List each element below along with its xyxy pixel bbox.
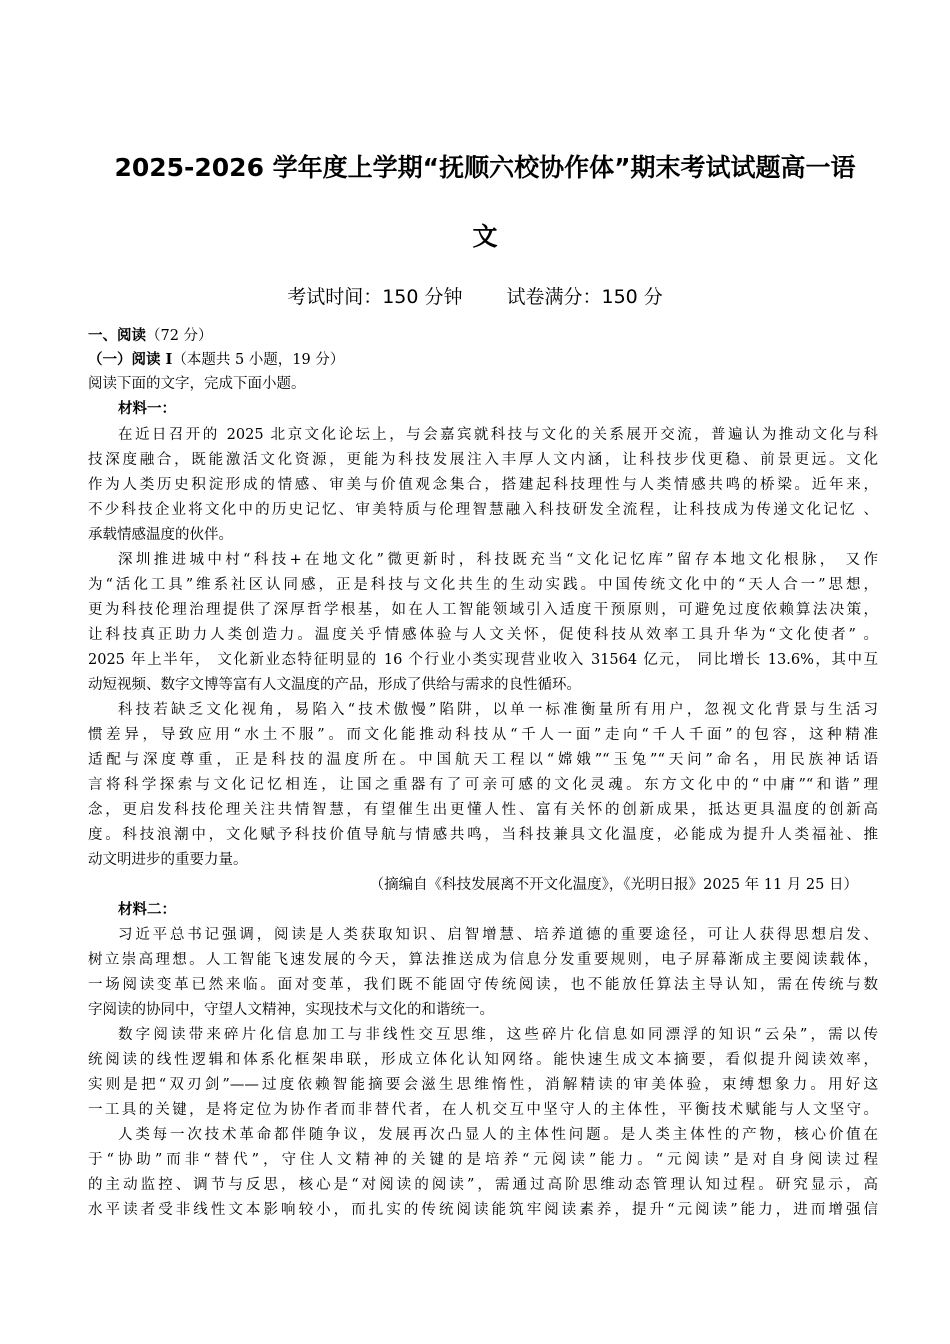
exam-title: 2025-2026 学年度上学期“抚顺六校协作体”期末考试试题高一语 xyxy=(114,153,856,182)
material-2-line: 字阅读的协同中，守望人文精神，实现技术与文化的和谐统一。 xyxy=(88,1002,494,1018)
material-1-line: 念，更启发科技伦理关注共情智慧，有望催生出更懂人性、富有关怀的创新成果，抵达更具温度的创新高 xyxy=(88,802,878,818)
material-2-line: 水平读者受非线性文本影响较小，而扎实的传统阅读能筑牢阅读素养，提升“元阅读”能力，进而增强信 xyxy=(88,1202,878,1218)
material-1-line: 言将科学探索与文化记忆相连，让国之重器有了可亲可感的文化灵魂。东方文化中的“中庸”“和谐”理 xyxy=(88,777,878,793)
material-2-line: 人类每一次技术革命都伴随争议，发展再次凸显人的主体性问题。是人类主体性的产物，核心价值在 xyxy=(118,1127,878,1143)
material-1-line: 动文明进步的重要力量。 xyxy=(88,852,248,868)
section-points: （72 分） xyxy=(146,328,213,344)
material-2-line: 一工具的关键，是将定位为协作者而非替代者，在人机交互中坚守人的主体性，平衡技术赋能与人文坚守。 xyxy=(88,1102,878,1118)
reading-instruction: 阅读下面的文字，完成下面小题。 xyxy=(88,376,306,392)
material-1-line: 度。科技浪潮中，文化赋予科技价值导航与情感共鸣，当科技兼具文化温度，必能成为提升人类福祉、推 xyxy=(88,827,878,843)
material-1-label: 材料一： xyxy=(118,400,176,417)
exam-score: 试卷满分：150 分 xyxy=(506,286,663,308)
material-1-line: 动短视频、数字文博等富有人文温度的产品，形成了供给与需求的良性循环。 xyxy=(88,677,581,693)
material-1-line: 深圳推进城中村“科技+在地文化”微更新时，科技既充当“文化记忆库”留存本地文化根脉， 又作 xyxy=(118,552,878,568)
exam-title-continued: 文 xyxy=(472,222,498,251)
material-1-line: 适配与深度尊重，正是科技的温度所在。中国航天工程以“嫦娥”“玉兔”“天问”命名，用民族神话语 xyxy=(88,752,878,768)
material-2-label: 材料二： xyxy=(118,901,176,918)
material-2-line: 实则是把“双刃剑”——过度依赖智能摘要会滋生思维惰性，消解精读的审美体验，束缚想象力。用好这 xyxy=(88,1077,878,1093)
material-2-line: 一场阅读变革已然来临。面对变革，我们既不能固守传统阅读，也不能放任算法主导认知，需在传统与数 xyxy=(88,977,878,993)
material-1-line: 更为科技伦理治理提供了深厚哲学根基，如在人工智能领域引入适度干预原则，可避免过度依赖算法决策， xyxy=(88,602,878,618)
material-1-line: 承载情感温度的伙伴。 xyxy=(88,527,233,543)
material-1-line: 技深度融合，既能激活文化资源，更能为科技发展注入丰厚人文内涵，让科技步伐更稳、前景更远。文化 xyxy=(88,452,878,468)
material-2-line: 数字阅读带来碎片化信息加工与非线性交互思维，这些碎片化信息如同漂浮的知识“云朵”，需以传 xyxy=(118,1027,878,1043)
material-1-line: 作为人类历史积淀形成的情感、审美与价值观念集合，搭建起科技理性与人类情感共鸣的桥梁。近年来， xyxy=(88,477,878,493)
material-1-source: （摘编自《科技发展离不开文化温度》，《光明日报》2025 年 11 月 25 日） xyxy=(369,877,858,893)
material-1-line: 为“活化工具”维系社区认同感，正是科技与文化共生的生动实践。中国传统文化中的“天人合一”思想， xyxy=(88,577,878,593)
material-2-line: 的主动监控、调节与反思，核心是“对阅读的阅读”，需通过高阶思维动态管理认知过程。研究显示，高 xyxy=(88,1177,878,1193)
part-heading: （一）阅读 I（本题共 5 小题，19 分） xyxy=(88,351,345,368)
material-1-line: 2025 年上半年， 文化新业态特征明显的 16 个行业小类实现营业收入 31564 亿元， 同比增长 13.6%，其中互 xyxy=(88,652,878,668)
part-note: （本题共 5 小题，19 分） xyxy=(172,352,345,368)
material-2-line: 树立崇高理想。人工智能飞速发展的今天，算法推送成为信息分发重要规则，电子屏幕渐成主要阅读载体， xyxy=(88,952,878,968)
material-1-line: 惯差异，导致应用“水土不服”。而文化能推动科技从“千人一面”走向“千人千面”的包容，这种精准 xyxy=(88,727,878,743)
exam-info xyxy=(0,285,950,309)
material-2-line: 习近平总书记强调，阅读是人类获取知识、启智增慧、培养道德的重要途径，可让人获得思想启发、 xyxy=(118,927,878,943)
material-2-line: 统阅读的线性逻辑和体系化框架串联，形成立体化认知网络。能快速生成文本摘要，看似提升阅读效率， xyxy=(88,1052,878,1068)
exam-time: 考试时间：150 分钟 xyxy=(287,286,463,308)
material-1-line: 科技若缺乏文化视角，易陷入“技术傲慢”陷阱，以单一标准衡量所有用户，忽视文化背景与生活习 xyxy=(118,702,878,718)
section-heading: 一、阅读（72 分） xyxy=(88,327,213,344)
material-1-line: 不少科技企业将文化中的历史记忆、审美特质与伦理智慧融入科技研发全流程，让科技成为传递文化记忆 、 xyxy=(88,502,878,518)
material-1-line: 在近日召开的 2025 北京文化论坛上，与会嘉宾就科技与文化的关系展开交流，普遍认为推动文化与科 xyxy=(118,427,878,443)
material-1-line: 让科技真正助力人类创造力。温度关乎情感体验与人文关怀，促使科技从效率工具升华为“文化使者” 。 xyxy=(88,627,878,643)
material-2-line: 于“协助”而非“替代”，守住人文精神的关键的是培养“元阅读”能力。“元阅读”是对自身阅读过程 xyxy=(88,1152,878,1168)
